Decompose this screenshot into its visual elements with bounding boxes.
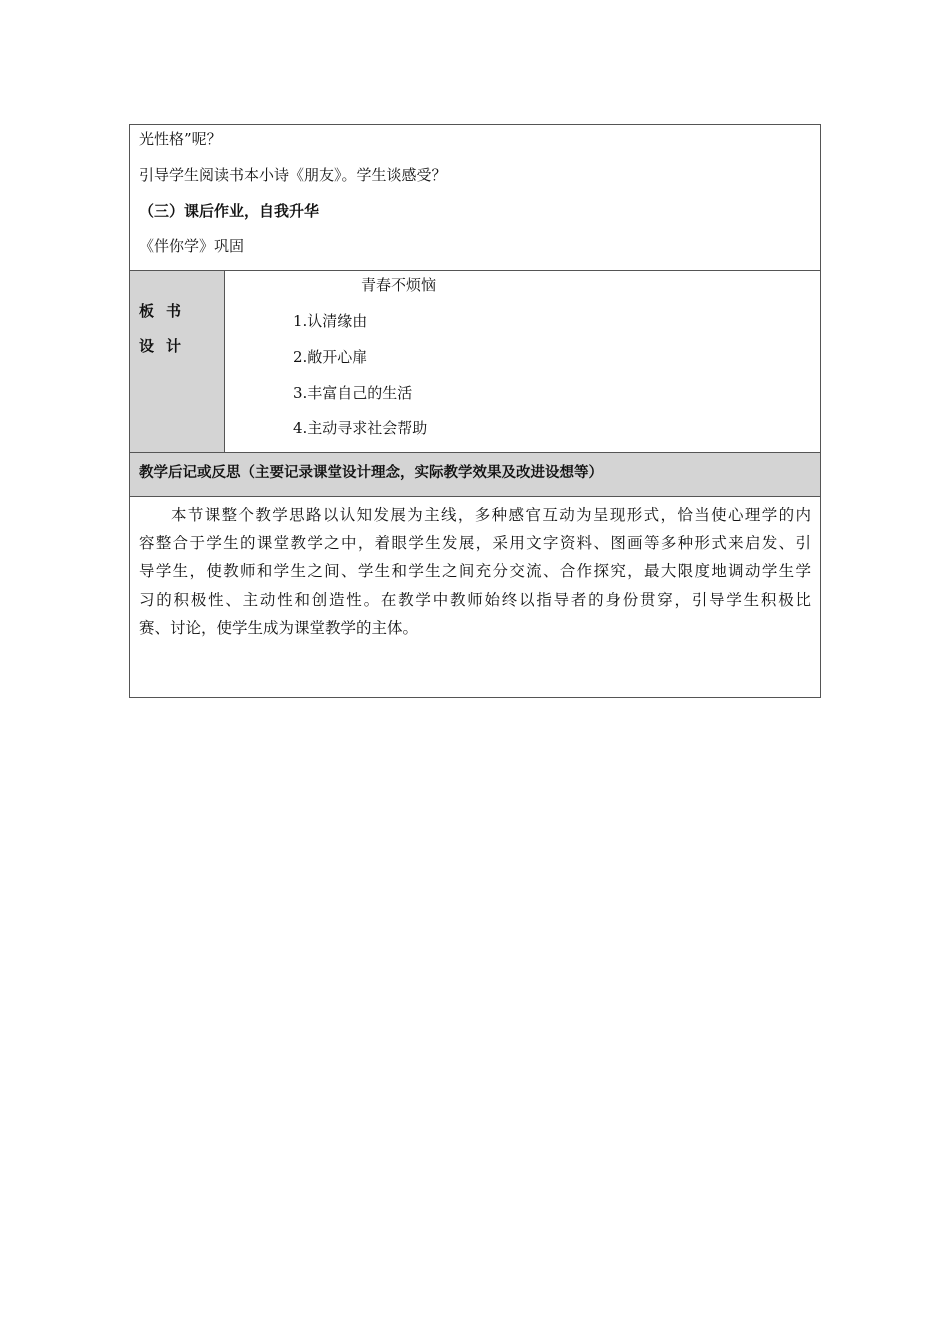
reflection-header-row	[130, 453, 820, 497]
reflection-body-row	[130, 497, 820, 697]
board-design-label-line2: 设计	[139, 337, 194, 355]
lesson-plan-table	[129, 124, 821, 698]
reflection-paragraph	[139, 501, 811, 642]
continuation-line-2: 引导学生阅读书本小诗《朋友》。学生谈感受？	[139, 166, 447, 184]
board-design-item-3: 3.丰富自己的生活	[293, 384, 413, 402]
board-design-row	[130, 271, 820, 453]
reflection-header: 教学后记或反思（主要记录课堂设计理念，实际教学效果及改进设想等）	[139, 465, 603, 481]
continuation-line-1: 光性格”呢？	[139, 130, 222, 148]
board-design-item-1: 1.认清缘由	[293, 312, 368, 330]
lesson-continuation-row	[130, 125, 820, 271]
homework-line: 《伴你学》巩固	[139, 237, 245, 255]
reflection-line-3: 导学生，使教师和学生之间、学生和学生之间充分交流、合作探究，最大限度地调动学生学	[139, 562, 811, 581]
board-design-title: 青春不烦恼	[361, 276, 437, 294]
reflection-line-5: 赛、讨论，使学生成为课堂教学的主体。	[139, 618, 419, 637]
reflection-line-4: 习的积极性、主动性和创造性。在教学中教师始终以指导者的身份贯穿，引导学生积极比	[139, 590, 811, 609]
reflection-line-1: 本节课整个教学思路以认知发展为主线，多种感官互动为呈现形式，恰当使心理学的内	[171, 506, 811, 524]
homework-heading: （三）课后作业，自我升华	[139, 202, 320, 220]
reflection-line-2: 容整合于学生的课堂教学之中，着眼学生发展，采用文字资料、图画等多种形式来启发、引	[139, 534, 811, 553]
board-design-item-2: 2.敞开心扉	[293, 348, 368, 366]
board-design-label-line1: 板书	[139, 302, 194, 320]
board-design-item-4: 4.主动寻求社会帮助	[293, 419, 428, 437]
board-design-label-cell	[130, 271, 225, 452]
